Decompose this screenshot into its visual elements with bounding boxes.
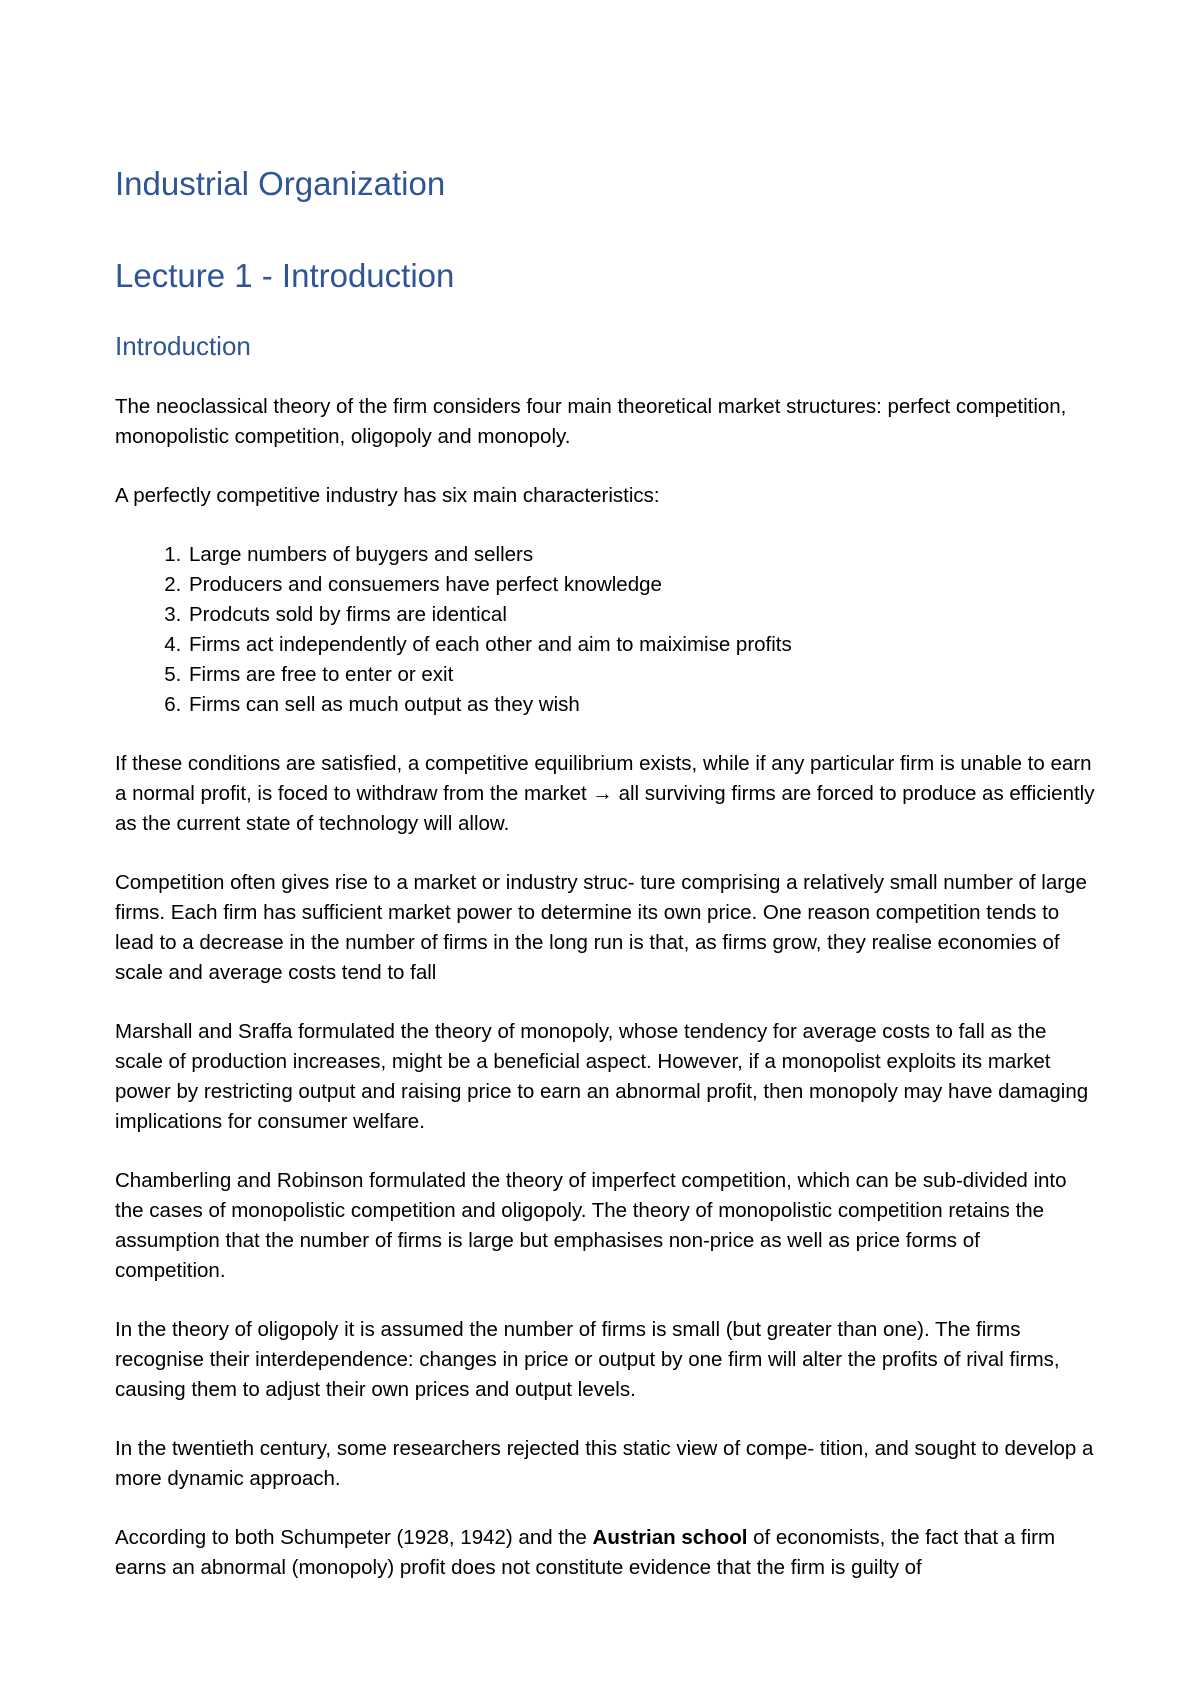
- schumpeter-text-start: According to both Schumpeter (1928, 1942) and the: [115, 1526, 593, 1549]
- document-body: [115, 392, 1095, 1612]
- paragraph-competitive-equilibrium: [115, 749, 1095, 839]
- equilibrium-text-start: If these conditions are satisfied, a competitive equilibrium exists, while if any particular firm is unable to earn a normal profit, is foced to withdraw from the market: [115, 752, 1092, 805]
- document-title: Industrial Organization: [115, 165, 446, 202]
- paragraph-oligopoly: In the theory of oligopoly it is assumed the number of firms is small (but greater than one). The firms recognise their interdependence: changes in price or output by one firm will alter the profits of rival firms, causing them to adjust their own prices and output levels.: [115, 1318, 1060, 1401]
- characteristics-list: [115, 540, 1095, 720]
- schumpeter-text-end: of economists, the fact that a firm earns an abnormal (monopoly) profit does not constitute evidence that the firm is guilty of: [115, 1526, 1056, 1579]
- list-item: 6. Firms can sell as much output as they wish: [187, 690, 1095, 720]
- list-item: 1. Large numbers of buygers and sellers: [187, 540, 1095, 570]
- paragraph-competition-structure: Competition often gives rise to a market or industry struc- ture comprising a relatively small number of large firms. Each firm has sufficient market power to determine its own price. One reason competition tends to lead to a decrease in the number of firms in the long run is that, as firms grow, they realise economies of scale and average costs tend to fall: [115, 871, 1087, 984]
- paragraph-schumpeter: [115, 1523, 1095, 1583]
- lecture-heading: Lecture 1 - Introduction: [115, 257, 455, 294]
- list-item: 3. Prodcuts sold by firms are identical: [187, 600, 1095, 630]
- right-arrow-icon: →: [592, 782, 613, 805]
- paragraph-market-structures: The neoclassical theory of the firm considers four main theoretical market structures: perfect competition, monopolistic competition, oligopoly and monopoly.: [115, 395, 1067, 448]
- paragraph-dynamic-approach: In the twentieth century, some researchers rejected this static view of compe- tition, and sought to develop a more dynamic approach.: [115, 1437, 1094, 1490]
- paragraph-characteristics-intro: A perfectly competitive industry has six main characteristics:: [115, 484, 660, 507]
- paragraph-imperfect-competition: Chamberling and Robinson formulated the theory of imperfect competition, which can be sub-divided into the cases of monopolistic competition and oligopoly. The theory of monopolistic competition retains the assumption that the number of firms is large but emphasises non-price as well as price forms of competition.: [115, 1169, 1067, 1282]
- list-item: 5. Firms are free to enter or exit: [187, 660, 1095, 690]
- list-item: 2. Producers and consuemers have perfect knowledge: [187, 570, 1095, 600]
- list-item: 4. Firms act independently of each other and aim to maiximise profits: [187, 630, 1095, 660]
- austrian-school-term: Austrian school: [592, 1526, 748, 1549]
- equilibrium-text-end: all surviving firms are forced to produce as efficiently as the current state of technology will allow.: [115, 782, 1095, 835]
- paragraph-monopoly-theory: Marshall and Sraffa formulated the theory of monopoly, whose tendency for average costs to fall as the scale of production increases, might be a beneficial aspect. However, if a monopolist exploits its market power by restricting output and raising price to earn an abnormal profit, then monopoly may have damaging implications for consumer welfare.: [115, 1020, 1089, 1133]
- section-heading: Introduction: [115, 331, 251, 361]
